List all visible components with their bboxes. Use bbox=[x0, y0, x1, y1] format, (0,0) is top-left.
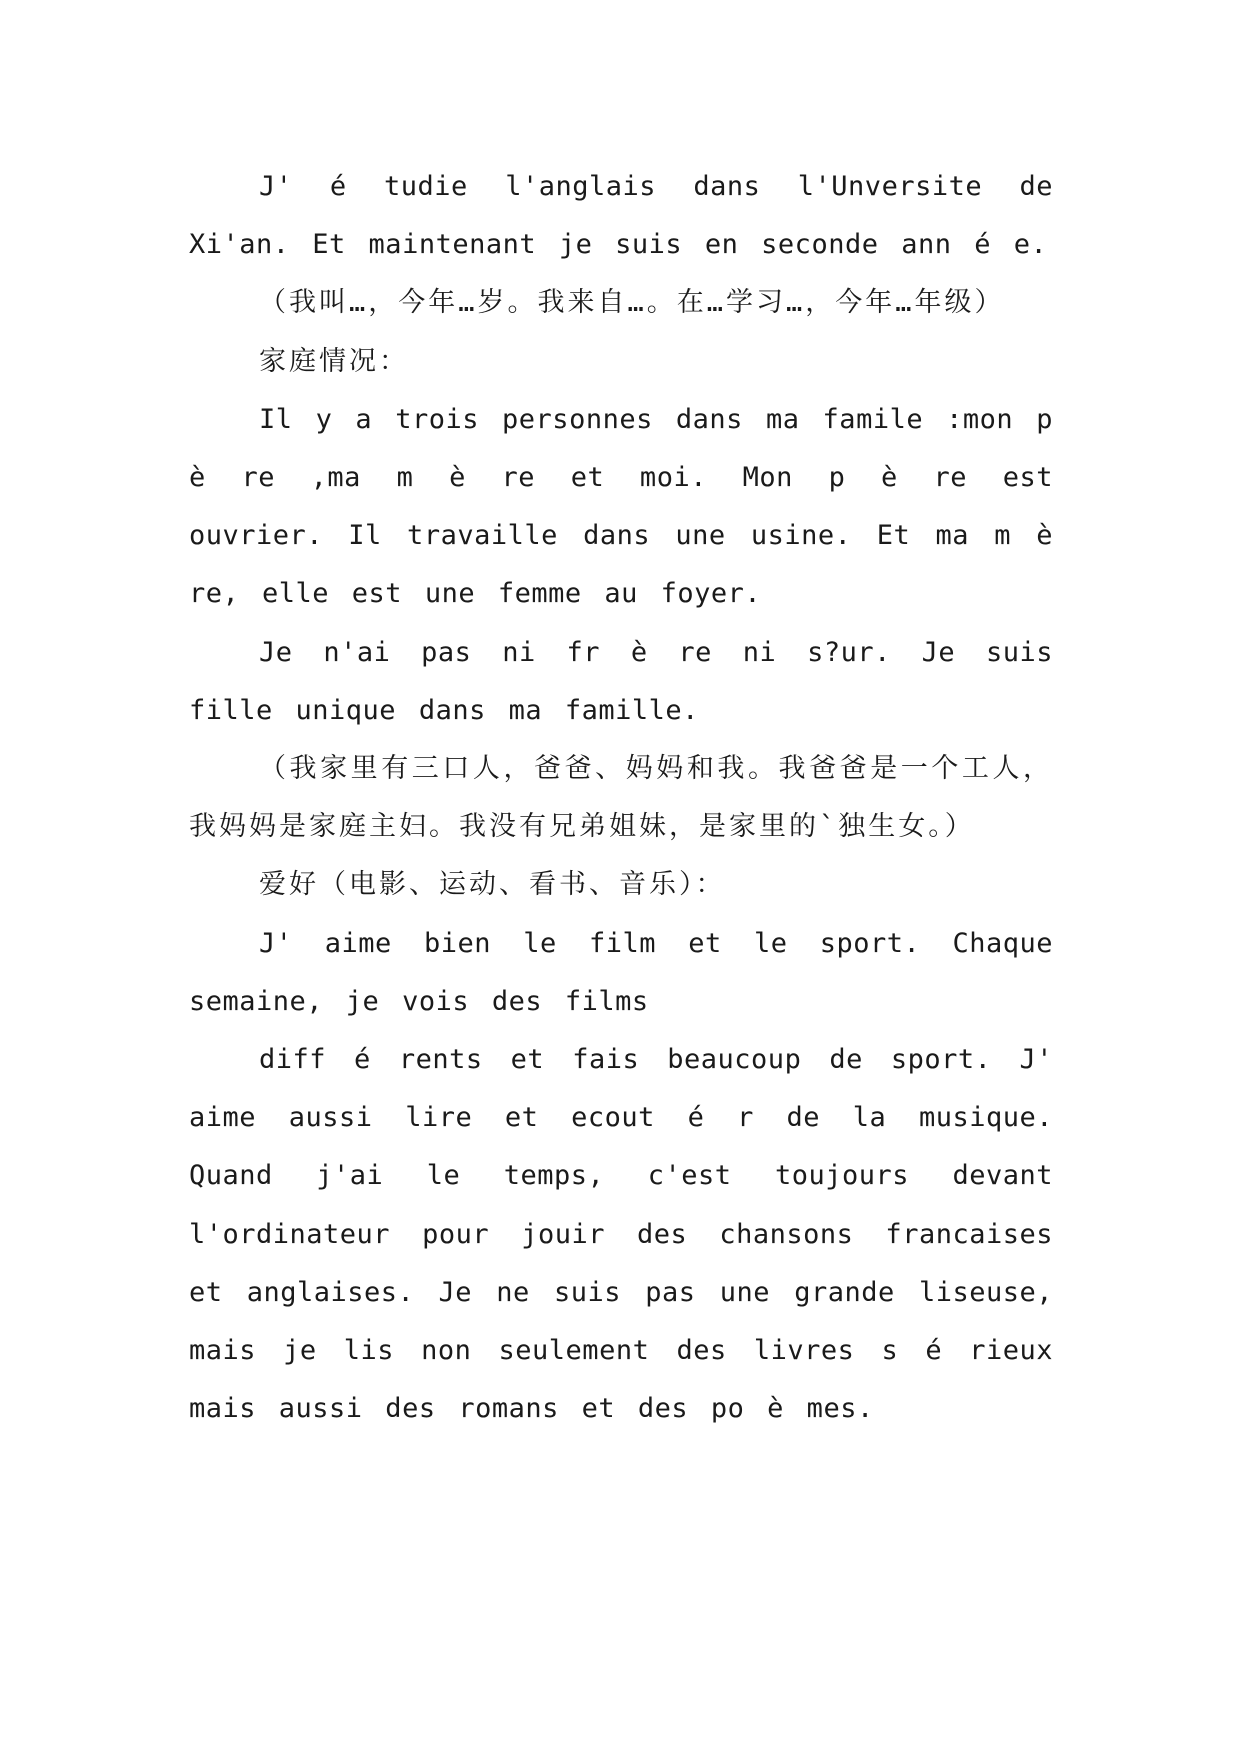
paragraph-family-fr: Il y a trois personnes dans ma famile :mon p è re ,ma m è re et moi. Mon p è re est ouvrier. Il travaille dans une usine. Et ma m è re, elle est une femme au foyer. bbox=[189, 403, 1053, 610]
paragraph-study-fr: J' é tudie l'anglais dans l'Unversite de Xi'an. Et maintenant je suis en seconde ann é e. bbox=[189, 171, 1053, 261]
heading-family: 家庭情况： bbox=[259, 345, 409, 377]
paragraph-hobbies-fr-2: diff é rents et fais beaucoup de sport. J' aime aussi lire et ecout é r de la musique. Quand j'ai le temps, c'est toujours devant l'ordinateur pour jouir des chansons francaises et anglaises. Je ne suis pas une grande liseuse, mais je lis non seulement des livres s é rieux mais aussi des romans et des po è mes. bbox=[189, 1044, 1053, 1425]
paragraph-family-zh: （我家里有三口人，爸爸、妈妈和我。我爸爸是一个工人，我妈妈是家庭主妇。我没有兄弟姐妹，是家里的`独生女。） bbox=[189, 753, 1053, 843]
heading-hobbies: 爱好（电影、运动、看书、音乐）： bbox=[259, 869, 726, 901]
paragraph-siblings-fr: Je n'ai pas ni fr è re ni s?ur. Je suis fille unique dans ma famille. bbox=[189, 636, 1053, 726]
document-page bbox=[189, 158, 1053, 1438]
paragraph-hobbies-fr-1: J' aime bien le film et le sport. Chaque semaine, je vois des films bbox=[189, 927, 1053, 1017]
paragraph-study-zh: （我叫…，今年…岁。我来自…。在…学习…，今年…年级） bbox=[259, 287, 1005, 319]
